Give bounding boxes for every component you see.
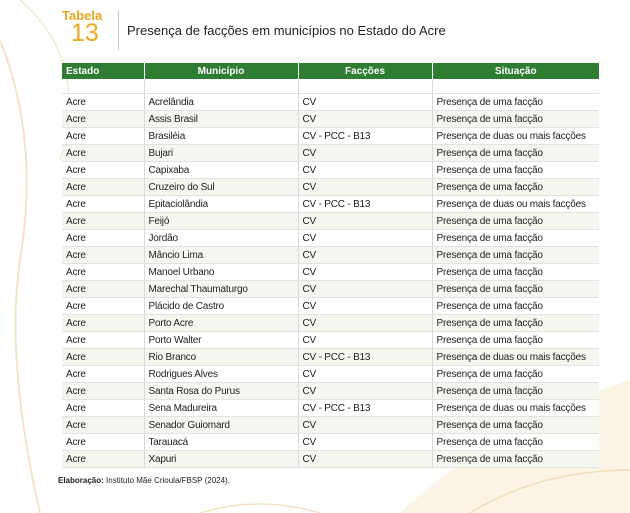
cell-estado: Acre (62, 94, 144, 111)
cell-municipio: Feijó (144, 213, 298, 230)
cell-estado: Acre (62, 366, 144, 383)
cell-faccoes: CV (298, 281, 432, 298)
cell-municipio: Santa Rosa do Purus (144, 383, 298, 400)
table-row (62, 315, 599, 332)
cell-faccoes: CV (298, 417, 432, 434)
cell-situacao: Presença de uma facção (432, 111, 599, 128)
table-row (62, 128, 599, 145)
cell-situacao: Presença de uma facção (432, 213, 599, 230)
cell-municipio: Marechal Thaumaturgo (144, 281, 298, 298)
table-row (62, 94, 599, 111)
table-row (62, 111, 599, 128)
cell-faccoes: CV (298, 247, 432, 264)
cell-faccoes: CV - PCC - B13 (298, 128, 432, 145)
source-note (58, 476, 230, 485)
column-header-situacao: Situação (432, 63, 599, 79)
table-row (62, 145, 599, 162)
column-header-estado: Estado (62, 63, 144, 79)
cell-municipio: Capixaba (144, 162, 298, 179)
cell-faccoes: CV (298, 366, 432, 383)
table-header-row (62, 63, 599, 79)
factions-table (62, 63, 599, 468)
cell-estado: Acre (62, 298, 144, 315)
cell-estado: Acre (62, 383, 144, 400)
cell-municipio: Senador Guiomard (144, 417, 298, 434)
table-row (62, 264, 599, 281)
cell-situacao: Presença de uma facção (432, 451, 599, 468)
table-row (62, 451, 599, 468)
cell-faccoes: CV (298, 179, 432, 196)
cell-estado: Acre (62, 332, 144, 349)
cell-municipio: Rio Branco (144, 349, 298, 366)
table-header (62, 8, 602, 52)
table-title: Presença de facções em municípios no Estado do Acre (127, 23, 446, 38)
cell-estado: Acre (62, 247, 144, 264)
cell-situacao: Presença de uma facção (432, 162, 599, 179)
cell-municipio: Porto Acre (144, 315, 298, 332)
cell-municipio: Tarauacá (144, 434, 298, 451)
cell-municipio: Jordão (144, 230, 298, 247)
cell-estado: Acre (62, 400, 144, 417)
cell-situacao: Presença de uma facção (432, 366, 599, 383)
cell-estado: Acre (62, 451, 144, 468)
cell-faccoes: CV (298, 162, 432, 179)
cell-faccoes: CV (298, 111, 432, 128)
cell-faccoes: CV (298, 383, 432, 400)
cell-situacao: Presença de uma facção (432, 145, 599, 162)
cell-faccoes: CV - PCC - B13 (298, 349, 432, 366)
cell-estado: Acre (62, 179, 144, 196)
cell-municipio: Mâncio Lima (144, 247, 298, 264)
cell-faccoes: CV (298, 264, 432, 281)
table-row (62, 162, 599, 179)
cell-estado: Acre (62, 264, 144, 281)
cell-municipio: Bujari (144, 145, 298, 162)
column-header-faccoes: Facções (298, 63, 432, 79)
cell-situacao: Presença de uma facção (432, 315, 599, 332)
cell-situacao: Presença de uma facção (432, 264, 599, 281)
cell-estado: Acre (62, 349, 144, 366)
cell-situacao: Presença de duas ou mais facções (432, 349, 599, 366)
cell-situacao: Presença de uma facção (432, 332, 599, 349)
header-divider (118, 10, 119, 50)
cell-faccoes: CV (298, 451, 432, 468)
table-row (62, 298, 599, 315)
table-label: Tabela (62, 8, 103, 23)
cell-municipio: Cruzeiro do Sul (144, 179, 298, 196)
cell-situacao: Presença de duas ou mais facções (432, 196, 599, 213)
cell-municipio: Xapuri (144, 451, 298, 468)
cell-municipio: Porto Walter (144, 332, 298, 349)
cell-faccoes: CV (298, 315, 432, 332)
cell-estado: Acre (62, 213, 144, 230)
table-spacer-row (62, 79, 599, 94)
cell-municipio: Plácido de Castro (144, 298, 298, 315)
cell-faccoes: CV (298, 230, 432, 247)
table-row (62, 349, 599, 366)
cell-situacao: Presença de uma facção (432, 383, 599, 400)
cell-faccoes: CV (298, 298, 432, 315)
cell-municipio: Sena Madureira (144, 400, 298, 417)
table-row (62, 281, 599, 298)
table-row (62, 366, 599, 383)
table-row (62, 332, 599, 349)
cell-faccoes: CV - PCC - B13 (298, 196, 432, 213)
table-row (62, 434, 599, 451)
cell-estado: Acre (62, 111, 144, 128)
cell-faccoes: CV (298, 434, 432, 451)
cell-situacao: Presença de uma facção (432, 179, 599, 196)
cell-faccoes: CV (298, 332, 432, 349)
cell-municipio: Assis Brasil (144, 111, 298, 128)
cell-situacao: Presença de uma facção (432, 281, 599, 298)
cell-estado: Acre (62, 315, 144, 332)
cell-situacao: Presença de duas ou mais facções (432, 400, 599, 417)
cell-situacao: Presença de uma facção (432, 434, 599, 451)
cell-estado: Acre (62, 434, 144, 451)
cell-faccoes: CV - PCC - B13 (298, 400, 432, 417)
cell-faccoes: CV (298, 94, 432, 111)
cell-municipio: Rodrigues Alves (144, 366, 298, 383)
cell-municipio: Epitaciolândia (144, 196, 298, 213)
source-text: Instituto Mãe Crioula/FBSP (2024). (103, 476, 230, 485)
column-header-municipio: Município (144, 63, 298, 79)
cell-situacao: Presença de uma facção (432, 94, 599, 111)
table-row (62, 400, 599, 417)
source-label: Elaboração: (58, 476, 104, 485)
cell-situacao: Presença de uma facção (432, 417, 599, 434)
cell-faccoes: CV (298, 145, 432, 162)
cell-municipio: Manoel Urbano (144, 264, 298, 281)
cell-estado: Acre (62, 281, 144, 298)
table-body (62, 79, 599, 468)
cell-situacao: Presença de uma facção (432, 230, 599, 247)
cell-municipio: Acrelândia (144, 94, 298, 111)
cell-estado: Acre (62, 145, 144, 162)
cell-estado: Acre (62, 230, 144, 247)
cell-estado: Acre (62, 128, 144, 145)
table-row (62, 247, 599, 264)
cell-situacao: Presença de uma facção (432, 247, 599, 264)
cell-faccoes: CV (298, 213, 432, 230)
cell-estado: Acre (62, 162, 144, 179)
cell-municipio: Brasiléia (144, 128, 298, 145)
table-row (62, 179, 599, 196)
table-row (62, 196, 599, 213)
table-row (62, 213, 599, 230)
cell-situacao: Presença de uma facção (432, 298, 599, 315)
table-number: 13 (71, 19, 99, 47)
cell-estado: Acre (62, 196, 144, 213)
cell-estado: Acre (62, 417, 144, 434)
table-row (62, 230, 599, 247)
table-row (62, 417, 599, 434)
table-row (62, 383, 599, 400)
cell-situacao: Presença de duas ou mais facções (432, 128, 599, 145)
